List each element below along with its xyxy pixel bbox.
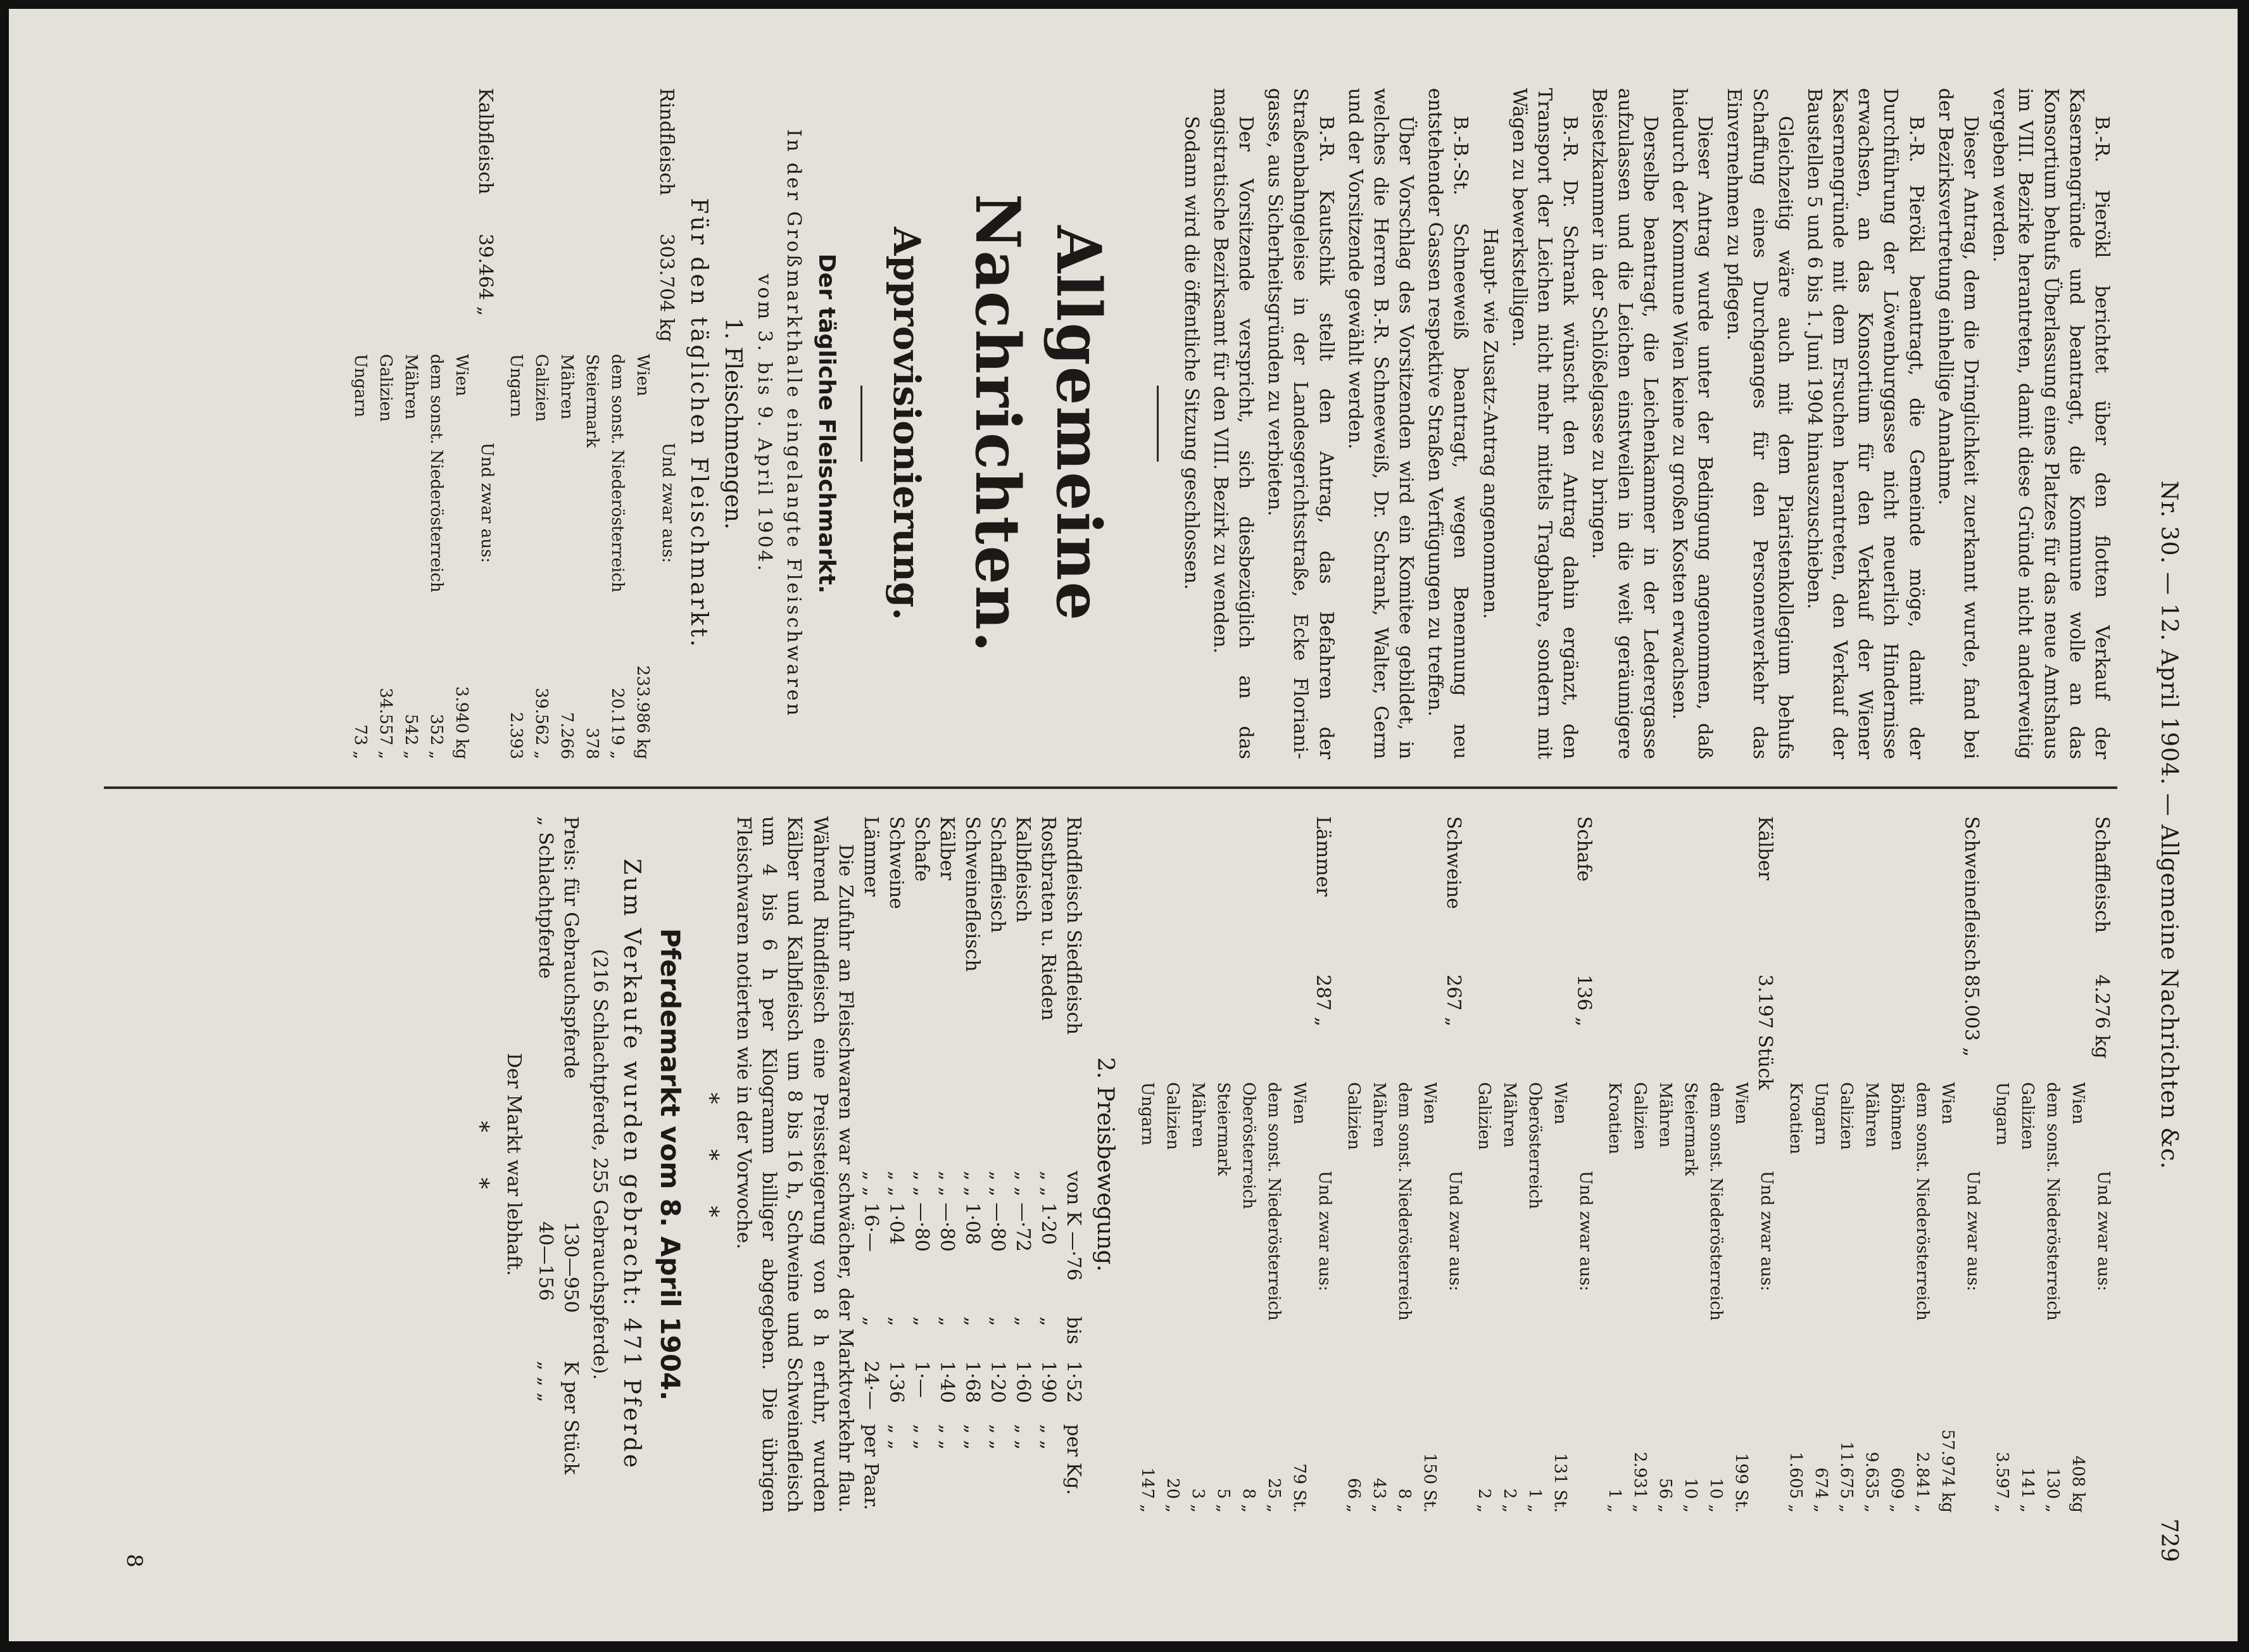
table-row (653, 88, 679, 759)
paragraph: B.-B.-St. Schneeweiß beantragt, wegen Benennung neu entstehender Gassen respektive Straßen Verfügungen zu treffen. (1424, 88, 1472, 759)
table-row (1339, 816, 1364, 1513)
origin-name: Galizien (532, 354, 551, 422)
origin-value: 10 „ (1681, 1478, 1700, 1513)
price-bis: „ (986, 1316, 1009, 1327)
section-stars: * * (466, 1121, 493, 1208)
separator-rule (1157, 386, 1159, 462)
origin-name: dem sonst. Niederösterreich (608, 354, 627, 593)
separator-rule (860, 386, 862, 462)
origin-value: 43 „ (1370, 1478, 1389, 1513)
table-row (1470, 816, 1495, 1513)
price-bis: „ (1036, 1316, 1059, 1327)
category-amount: 85.003 „ (1960, 974, 1982, 1057)
origin-value: 147 „ (1138, 1467, 1157, 1513)
price-unit: „ „ (910, 1424, 933, 1450)
und-zwar-label: Und zwar aus: (1576, 1171, 1595, 1292)
price-bis: bis (1062, 1316, 1085, 1345)
origin-value: 8 „ (1239, 1488, 1258, 1513)
origin-value: 20.119 „ (608, 688, 627, 759)
table-row (1806, 816, 1832, 1513)
table-row (1727, 816, 1752, 1513)
origin-value: 542 „ (401, 714, 421, 759)
price-unit: „ „ (1036, 1424, 1059, 1450)
und-zwar-label: Und zwar aus: (658, 443, 678, 564)
origin-name: Wien (1551, 1082, 1570, 1125)
origin-name: dem sonst. Niederösterreich (1395, 1082, 1414, 1321)
category-label: Schaffleisch (2091, 816, 2113, 933)
table-row (1781, 816, 1806, 1513)
origin-name: Steiermark (1681, 1082, 1700, 1176)
table-row (603, 88, 628, 759)
price-name: Rindfleisch Siedfleisch (1062, 816, 1085, 1035)
table-row (346, 88, 371, 759)
horse-market-title: Pferdemarkt vom 8. April 1904. (654, 928, 686, 1401)
horse-price-unit: K per Stück (559, 1361, 582, 1475)
price-unit: „ „ (885, 1424, 907, 1450)
origin-name: Mähren (1656, 1082, 1675, 1148)
price-row (934, 816, 959, 1513)
origin-name: Wien (2069, 1082, 2088, 1125)
table-row (1158, 816, 1183, 1513)
origin-name: Galizien (1163, 1082, 1182, 1151)
origin-value: 5 „ (1214, 1488, 1233, 1513)
origin-value: 73 „ (351, 724, 370, 759)
table-row (1908, 816, 1933, 1513)
table-row (2038, 816, 2063, 1513)
table-row (1209, 816, 1234, 1513)
horse-price-range: 40—156 (534, 1221, 557, 1301)
table-row (472, 88, 498, 759)
price-row (909, 816, 934, 1513)
price-name: Lämmer (859, 816, 882, 897)
origin-value: 56 „ (1656, 1478, 1675, 1513)
table-row (1390, 816, 1415, 1513)
origin-name: Oberösterreich (1525, 1082, 1544, 1209)
horse-price-row (532, 816, 558, 1513)
price-to: 1·52 (1062, 1361, 1085, 1403)
price-from: „ „ 16·— (859, 1171, 882, 1252)
origin-value: 9.635 „ (1862, 1451, 1881, 1513)
origin-value: 609 „ (1887, 1467, 1906, 1513)
category-amount: 3.197 Stück (1754, 974, 1776, 1090)
price-from: von K —·76 (1062, 1171, 1085, 1281)
table-row (1676, 816, 1701, 1513)
origin-value: 352 „ (427, 714, 446, 759)
origin-value: 3.597 „ (1993, 1451, 2012, 1513)
price-row (1010, 816, 1035, 1513)
origin-name: dem sonst. Niederösterreich (427, 354, 446, 593)
price-name: Kalbfleisch (1011, 816, 1034, 923)
category-amount: 4.276 kg (2091, 974, 2113, 1059)
table-row (1310, 816, 1335, 1513)
price-paragraph: Die Zufuhr an Fleischwaren war schwächer, der Marktverkehr flau. Während Rindfleisch eine Preissteigerung von 8 h erfuhr, wurden Kälber und Kalbfleisch um 8 bis 16 h, Schweine und Schweinefleisch um 4 bis 6 h per Kilogramm billiger abgegeben. Die übrigen Fleischwaren notierten wie in der Vorwoche. (733, 816, 857, 1513)
schafe-block (1470, 816, 1596, 1513)
table-row (1600, 816, 1625, 1513)
origin-value: 7.266 (557, 712, 577, 759)
price-name: Schaffleisch (986, 816, 1009, 933)
price-to: 1·20 (986, 1361, 1009, 1403)
category-label: Schafe (1573, 816, 1595, 882)
origin-value: 1.605 „ (1786, 1451, 1805, 1513)
paragraph: Haupt- wie Zusatz-Antrag angenommen. (1478, 228, 1501, 619)
origin-value: 34.557 „ (376, 688, 396, 759)
origin-name: Wien (633, 354, 653, 396)
table-row (371, 88, 396, 759)
origin-name: Galizien (1630, 1082, 1649, 1151)
paragraph: Dieser Antrag wurde unter der Bedingung angenommen, daß hiedurch der Kommune Wien keine zu großen Kosten erwachsen. (1668, 88, 1717, 759)
origin-name: Mähren (1370, 1082, 1389, 1148)
price-unit: per Paar. (859, 1424, 882, 1511)
origin-value: 20 „ (1163, 1478, 1182, 1513)
table-row (1571, 816, 1596, 1513)
price-from: „ „ —·80 (935, 1171, 958, 1252)
rindfleisch-block (501, 88, 679, 759)
price-bis: „ (885, 1316, 907, 1327)
origin-value: 3.940 kg (452, 686, 472, 759)
price-from: „ „ —·80 (910, 1171, 933, 1252)
table-row (1440, 816, 1466, 1513)
table-row (447, 88, 472, 759)
price-from: „ „ —·72 (1011, 1171, 1034, 1252)
table-row (1259, 816, 1285, 1513)
category-amount: 267 „ (1442, 974, 1465, 1027)
running-head (2146, 88, 2184, 1562)
intro-line: In der Großmarkthalle eingelangte Fleischwaren (783, 129, 805, 718)
table-row (1832, 816, 1857, 1513)
origin-value: 408 kg (2069, 1455, 2088, 1513)
origin-name: Steiermark (583, 354, 602, 448)
origin-value: 66 „ (1344, 1478, 1363, 1513)
left-column (346, 88, 2114, 759)
schaffleisch-block (1988, 816, 2114, 1513)
price-to: 1·40 (935, 1361, 958, 1403)
signature-mark: 8 (122, 1554, 147, 1568)
origin-value: 2.393 (507, 712, 526, 759)
origin-name: Galizien (1475, 1082, 1494, 1151)
und-zwar-label: Und zwar aus: (477, 443, 497, 564)
table-row (1882, 816, 1908, 1513)
price-row (1035, 816, 1061, 1513)
origin-name: Galizien (2018, 1082, 2037, 1151)
origin-value: 2.931 „ (1630, 1451, 1649, 1513)
price-from: „ „ —·80 (986, 1171, 1009, 1252)
origin-name: Galizien (1344, 1082, 1363, 1151)
table-row (396, 88, 422, 759)
table-row (1651, 816, 1676, 1513)
kalbfleisch-block (346, 88, 498, 759)
horse-price-label: „ Schlachtpferde (534, 816, 557, 979)
table-row (1183, 816, 1209, 1513)
price-unit: „ „ (935, 1424, 958, 1450)
category-amount: 39.464 „ (474, 234, 497, 317)
table-row (1495, 816, 1520, 1513)
column-divider (104, 786, 2117, 789)
section-stars: * * * (696, 1092, 722, 1237)
origin-value: 79 St. (1290, 1463, 1309, 1513)
category-label: Schweine (1442, 816, 1465, 909)
paragraph: Über Vorschlag des Vorsitzenden wird ein Komitee gebildet, in welches die Herren B.-R. Schneeweiß, Dr. Schrank, Walter, Germ und der Vorsitzende gewählt werden. (1344, 88, 1418, 759)
paragraph: Gleichzeitig wäre auch mit dem Piaristenkollegium behufs Schaffung eines Durchganges für den Personenverkehr das Einvernehmen zu pflegen. (1723, 88, 1796, 759)
table-row (2063, 816, 2089, 1513)
paragraph: B.-R. Pierökl berichtet über den flotten Verkauf der Kasernengründe und beantragt, die Kommune wolle an das Konsortium behufs Überlassung eines Platzes für das neue Amtshaus im VIII. Bezirke herantreten, damit diese Gründe nicht anderweitig vergeben werden. (1989, 88, 2113, 759)
origin-name: Ungarn (1138, 1082, 1157, 1145)
origin-name: Böhmen (1887, 1082, 1906, 1151)
origin-value: 233.986 kg (633, 665, 653, 759)
running-title: Nr. 30. — 12. April 1904. — Allgemeine Nachrichten &c. (2156, 481, 2182, 1170)
price-row (883, 816, 909, 1513)
origin-value: 2 „ (1475, 1488, 1494, 1513)
origin-name: Wien (1938, 1082, 1957, 1125)
origin-name: dem sonst. Niederösterreich (2043, 1082, 2062, 1321)
und-zwar-label: Und zwar aus: (1963, 1171, 1982, 1292)
origin-value: 3 „ (1188, 1488, 1207, 1513)
category-amount: 287 „ (1312, 974, 1334, 1027)
origin-name: Steiermark (1214, 1082, 1233, 1176)
origin-name: Ungarn (1811, 1082, 1830, 1145)
table-row (1958, 816, 1984, 1513)
price-row (1061, 816, 1086, 1513)
paragraph: Der Vorsitzende verspricht, sich diesbezüglich an das magistratische Bezirksamt für den VIII. Bezirk zu wenden. (1209, 88, 1257, 759)
origin-name: Oberösterreich (1239, 1082, 1258, 1209)
price-unit: „ „ (986, 1424, 1009, 1450)
origin-name: Wien (1290, 1082, 1309, 1125)
table-row (1625, 816, 1651, 1513)
table-row (1133, 816, 1158, 1513)
price-to: 1·68 (961, 1361, 983, 1403)
und-zwar-label: Und zwar aus: (2094, 1171, 2113, 1292)
table-row (1285, 816, 1310, 1513)
origin-value: 1 „ (1605, 1488, 1624, 1513)
price-to: 24·— (859, 1361, 882, 1410)
price-unit: „ „ (1011, 1424, 1034, 1450)
right-column (457, 816, 2114, 1513)
origin-name: Ungarn (1993, 1082, 2012, 1145)
section-title: Allgemeine Nachrichten. (961, 193, 1115, 654)
category-label: Lämmer (1312, 816, 1334, 897)
price-unit: per Kg. (1062, 1424, 1085, 1495)
category-label: Rindfleisch (655, 88, 678, 196)
price-to: 1·— (910, 1361, 933, 1398)
page-number: 729 (2156, 1518, 2182, 1562)
horse-closing: Der Markt war lebhaft. (502, 1052, 525, 1277)
origin-name: Galizien (376, 354, 396, 422)
origin-value: 25 „ (1264, 1478, 1283, 1513)
paragraph: B.-R. Kautschik stellt den Antrag, das Befahren der Straßenbahngeleise in der Landesgerichtsstraße, Ecke Floriani-gasse, aus Sicherheitsgründen zu verbieten. (1264, 88, 1337, 759)
origin-name: Mähren (557, 354, 577, 420)
paragraph: B.-R. Pierökl beantragt, die Gemeinde möge, damit der Durchführung der Löwenburggasse nicht neuerlich Hindernisse erwachsen, an das Konsortium für den Verkauf der Wiener Kasernengründe mit dem Ersuchen herantreten, den Verkauf der Baustellen 5 und 6 bis 1. Juni 1904 hinauszuschieben. (1803, 88, 1927, 759)
price-name: Kälber (935, 816, 958, 881)
und-zwar-label: Und zwar aus: (1446, 1171, 1465, 1292)
table-row (501, 88, 527, 759)
origin-value: 2 „ (1500, 1488, 1519, 1513)
paragraph: Sodann wird die öffentliche Sitzung geschlossen. (1180, 116, 1202, 590)
origin-value: 10 „ (1706, 1478, 1725, 1513)
scanned-sheet (9, 9, 2238, 1641)
price-from: „ „ 1·08 (961, 1171, 983, 1245)
origin-name: Mähren (1862, 1082, 1881, 1148)
origin-value: 674 „ (1811, 1467, 1830, 1513)
table-row (1752, 816, 1777, 1513)
price-bis: „ (859, 1316, 882, 1327)
paragraph: B.-R. Dr. Schrank wünscht den Antrag dahin ergänzt, den Transport der Leichen nicht mehr mittels Tragbahre, sondern mit Wägen zu bewerkstelligen. (1508, 88, 1582, 759)
origin-value: 150 St. (1420, 1453, 1439, 1513)
table-row (1234, 816, 1259, 1513)
kaelber-block (1600, 816, 1777, 1513)
origin-name: Wien (1732, 1082, 1751, 1125)
category-label: Kälber (1754, 816, 1776, 881)
origin-value: 2.841 „ (1913, 1451, 1932, 1513)
table-row (1933, 816, 1958, 1513)
origin-name: Galizien (1837, 1082, 1856, 1151)
origin-value: 378 (583, 728, 602, 759)
schweine-block (1339, 816, 1466, 1513)
price-to: 1·36 (885, 1361, 907, 1403)
table-row (1988, 816, 2013, 1513)
category-label: Kalbfleisch (474, 88, 497, 194)
table-row (552, 88, 577, 759)
origin-name: dem sonst. Niederösterreich (1706, 1082, 1725, 1321)
horse-price-unit: „ „ „ (534, 1361, 557, 1403)
price-name: Rostbraten u. Rieden (1036, 816, 1059, 1021)
price-from: „ „ 1·04 (885, 1171, 907, 1245)
horse-price-row (558, 816, 583, 1513)
origin-name: Wien (452, 354, 472, 396)
horse-line: (216 Schlachtpferde, 255 Gebrauchspferde). (589, 949, 612, 1380)
origin-name: Wien (1420, 1082, 1439, 1125)
origin-value: 57.974 kg (1938, 1429, 1957, 1513)
horse-price-label: Preis: für Gebrauchspferde (559, 816, 582, 1079)
origin-value: 141 „ (2018, 1467, 2037, 1513)
table-row (2089, 816, 2114, 1513)
table-row (422, 88, 447, 759)
price-table (858, 816, 1086, 1513)
table-row (527, 88, 552, 759)
table-row (1520, 816, 1546, 1513)
und-zwar-label: Und zwar aus: (1315, 1171, 1334, 1292)
origin-name: Mähren (1188, 1082, 1207, 1148)
table-row (628, 88, 653, 759)
fleischmarkt-title: Der tägliche Fleischmarkt. (814, 253, 840, 594)
origin-value: 130 „ (2043, 1467, 2062, 1513)
price-to: 1·60 (1011, 1361, 1034, 1403)
subsection-title: Approvisionierung. (885, 227, 929, 621)
price-from: „ „ 1·20 (1036, 1171, 1059, 1245)
price-bis: „ (935, 1316, 958, 1327)
price-row (959, 816, 985, 1513)
price-name: Schweinefleisch (961, 816, 983, 972)
origin-name: Mähren (401, 354, 421, 420)
origin-value: 11.675 „ (1837, 1441, 1856, 1513)
table-row (1364, 816, 1390, 1513)
table-row (1546, 816, 1571, 1513)
origin-value: 131 St. (1551, 1453, 1570, 1513)
paragraph: Derselbe beantragt, die Leichenkammer in der Lederergasse aufzulassen und die Leichen einstweilen in die weit geräumigere Beisetzkammer in der Schlößelgasse zu bringen. (1588, 88, 1661, 759)
table-row (2013, 816, 2038, 1513)
table-row (1415, 816, 1440, 1513)
horse-price-range: 130—950 (559, 1221, 582, 1313)
paragraph: Dieser Antrag, dem die Dringlichkeit zuerkannt wurde, fand bei der Bezirksvertretung einhellige Annahme. (1934, 88, 1982, 759)
origin-name: Kroatien (1786, 1082, 1805, 1154)
und-zwar-label: Und zwar aus: (1757, 1171, 1776, 1292)
price-bis: „ (1011, 1316, 1034, 1327)
table-row (1701, 816, 1727, 1513)
origin-value: 39.562 „ (532, 688, 551, 759)
price-unit: „ „ (961, 1424, 983, 1450)
newspaper-page (9, 9, 2238, 1641)
origin-name: Mähren (1500, 1082, 1519, 1148)
price-name: Schweine (885, 816, 907, 909)
heading-fleischmengen: 1. Fleischmengen. (719, 317, 746, 530)
origin-value: 199 St. (1732, 1453, 1751, 1513)
price-row (858, 816, 883, 1513)
schweinefleisch-block (1781, 816, 1984, 1513)
table-row (1857, 816, 1882, 1513)
price-bis: „ (961, 1316, 983, 1327)
origin-value: 8 „ (1395, 1488, 1414, 1513)
price-to: 1·90 (1036, 1361, 1059, 1403)
origin-name: Kroatien (1605, 1082, 1624, 1154)
intro-date: vom 3. bis 9. April 1904. (753, 274, 776, 574)
table-row (577, 88, 603, 759)
category-amount: 136 „ (1573, 974, 1595, 1027)
daily-market-line: Für den täglichen Fleischmarkt. (685, 198, 712, 650)
category-amount: 303.704 kg (655, 234, 678, 342)
origin-name: Ungarn (351, 354, 370, 417)
price-row (985, 816, 1010, 1513)
horse-line: Zum Verkaufe wurden gebracht: 471 Pferde (619, 859, 645, 1470)
price-name: Schafe (910, 816, 933, 882)
origin-name: dem sonst. Niederösterreich (1913, 1082, 1932, 1321)
origin-value: 1 „ (1525, 1488, 1544, 1513)
price-bis: „ (910, 1316, 933, 1327)
laemmer-block (1133, 816, 1335, 1513)
heading-preisbewegung: 2. Preisbewegung. (1092, 1057, 1118, 1272)
origin-name: Ungarn (507, 354, 526, 417)
category-label: Schweinefleisch (1960, 816, 1982, 972)
origin-name: dem sonst. Niederösterreich (1264, 1082, 1283, 1321)
